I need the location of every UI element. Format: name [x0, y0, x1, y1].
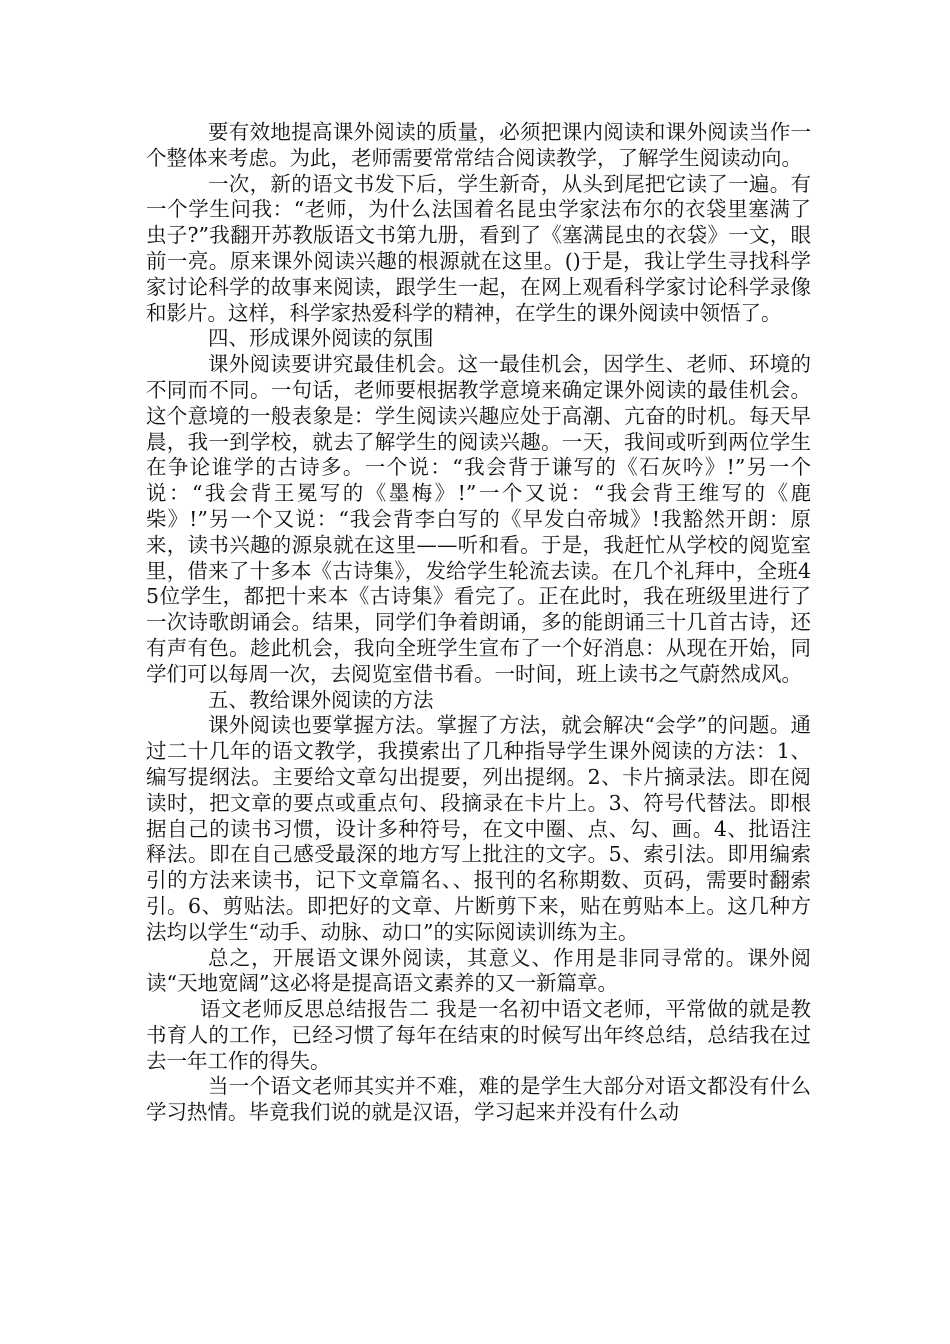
document-page [146, 120, 811, 1126]
paragraph-3: 课外阅读要讲究最佳机会。这一最佳机会，因学生、老师、环境的不同而不同。一句话，老师要根据教学意境来确定课外阅读的最佳机会。这个意境的一般表象是：学生阅读兴趣应处于高潮、亢奋的时机。每天早晨，我一到学校，就去了解学生的阅读兴趣。一天，我间或听到两位学生在争论谁学的古诗多。一个说：“我会背于谦写的《石灰吟》!”另一个说：“我会背王冕写的《墨梅》!”一个又说：“我会背王维写的《鹿柴》!”另一个又说：“我会背李白写的《早发白帝城》!我豁然开朗：原来，读书兴趣的源泉就在这里——听和看。于是，我赶忙从学校的阅览室里，借来了十多本《古诗集》，发给学生轮流去读。在几个礼拜中，全班45位学生，都把十来本《古诗集》看完了。正在此时，我在班级里进行了一次诗歌朗诵会。结果，同学们争着朗诵，多的能朗诵三十几首古诗，还有声有色。趁此机会，我向全班学生宣布了一个好消息：从现在开始，同学们可以每周一次，去阅览室借书看。一时间，班上读书之气蔚然成风。 [146, 352, 811, 686]
paragraph-2: 一次，新的语文书发下后，学生新奇，从头到尾把它读了一遍。有一个学生问我：“老师，为什么法国着名昆虫学家法布尔的衣袋里塞满了虫子?”我翻开苏教版语文书第九册，看到了《塞满昆虫的衣袋》一文，眼前一亮。原来课外阅读兴趣的根源就在这里。()于是，我让学生寻找科学家讨论科学的故事来阅读，跟学生一起，在网上观看科学家讨论科学录像和影片。这样，科学家热爱科学的精神，在学生的课外阅读中领悟了。 [146, 171, 811, 325]
paragraph-6: 语文老师反思总结报告二 我是一名初中语文老师，平常做的就是教书育人的工作，已经习惯了每年在结束的时候写出年终总结，总结我在过去一年工作的得失。 [146, 997, 811, 1073]
section-heading-4: 四、形成课外阅读的氛围 [208, 326, 434, 351]
paragraph-1: 要有效地提高课外阅读的质量，必须把课内阅读和课外阅读当作一个整体来考虑。为此，老师需要常常结合阅读教学，了解学生阅读动向。 [146, 120, 811, 170]
paragraph-4: 课外阅读也要掌握方法。掌握了方法，就会解决“会学”的问题。通过二十几年的语文教学，我摸索出了几种指导学生课外阅读的方法：1、编写提纲法。主要给文章勾出提要，列出提纲。2、卡片摘录法。即在阅读时，把文章的要点或重点句、段摘录在卡片上。3、符号代替法。即根据自己的读书习惯，设计多种符号，在文中圈、点、勾、画。4、批语注释法。即在自己感受最深的地方写上批注的文字。5、索引法。即用编索引的方法来读书，记下文章篇名、、报刊的名称期数、页码，需要时翻索引。6、剪贴法。即把好的文章、片断剪下来，贴在剪贴本上。这几种方法均以学生“动手、动脉、动口”的实际阅读训练为主。 [146, 713, 811, 944]
paragraph-7: 当一个语文老师其实并不难，难的是学生大部分对语文都没有什么学习热情。毕竟我们说的就是汉语，学习起来并没有什么动 [146, 1074, 811, 1125]
section-heading-5: 五、教给课外阅读的方法 [208, 687, 434, 712]
paragraph-5: 总之，开展语文课外阅读，其意义、作用是非同寻常的。课外阅读“天地宽阔”这必将是提高语文素养的又一新篇章。 [146, 945, 811, 996]
